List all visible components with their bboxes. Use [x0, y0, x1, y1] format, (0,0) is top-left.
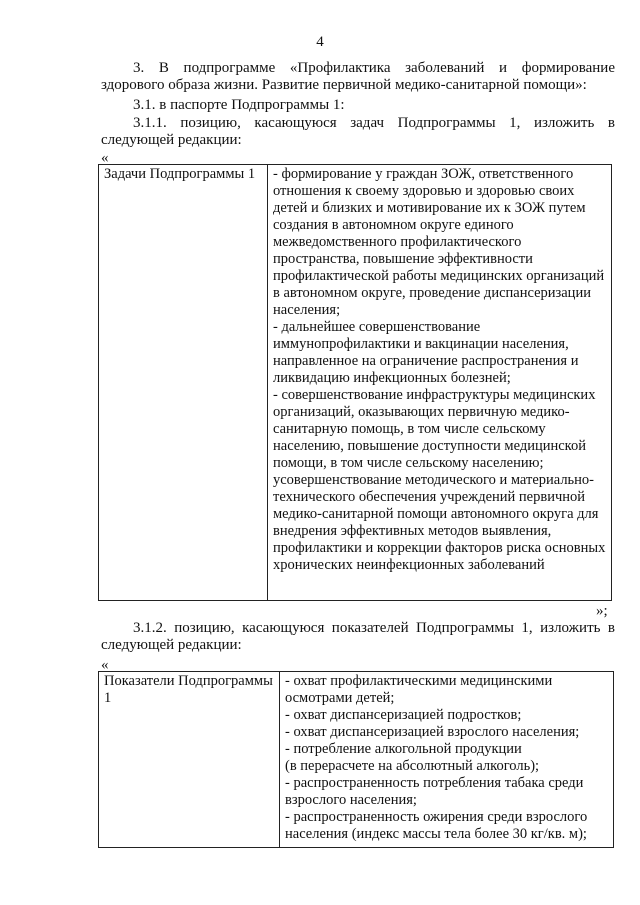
tasks-table [98, 164, 612, 601]
indicator-item: - потребление алкогольной продукции [285, 741, 522, 757]
indicator-item: (в перерасчете на абсолютный алкоголь); [285, 758, 540, 774]
open-quote: « [101, 150, 109, 166]
indicator-item: - охват профилактическими медицинскими осмотрами детей; [285, 673, 553, 706]
tasks-item: - совершенствование инфраструктуры медицинских организаций, оказывающих первичную медико-санитарную помощь, в том числе сельскому населению, повышение доступности медицинской помощи, в том числе сельскому населению; [273, 387, 596, 471]
tasks-item: - формирование у граждан ЗОЖ, ответственного отношения к своему здоровью и здоровью своих детей и близких и мотивирование их к ЗОЖ путем создания в автономном округе единого межведомственного профилактического пространства, повышение эффективности профилактической работы медицинских организаций в автономном округе, проведение диспансеризации населения; [273, 166, 605, 318]
indicators-table [98, 671, 614, 848]
indicator-item: - охват диспансеризацией взрослого населения; [285, 724, 580, 740]
indicator-item: - распространенность ожирения среди взрослого населения (индекс массы тела более 30 кг/кв. м); [285, 809, 588, 842]
section-3-1-2-text: 3.1.2. позицию, касающуюся показателей Подпрограммы 1, изложить в следующей редакции: [101, 620, 615, 653]
indicator-item: - распространенность потребления табака среди взрослого населения; [285, 775, 584, 808]
close-quote: »; [596, 603, 608, 619]
indicators-label: Показатели Подпрограммы 1 [99, 672, 280, 848]
tasks-item: усовершенствование методического и материально-технического обеспечения учреждений первичной медико-санитарной помощи автономного округа для внедрения эффективных методов выявления, профилактики и коррекции факторов риска основных хронических неинфекционных заболеваний [273, 472, 606, 573]
indicator-item: - охват диспансеризацией подростков; [285, 707, 522, 723]
tasks-label: Задачи Подпрограммы 1 [99, 165, 268, 601]
section-3-intro: 3. В подпрограмме «Профилактика заболеваний и формирование здорового образа жизни. Развитие первичной медико-санитарной помощи»: [101, 60, 615, 93]
page-number: 4 [316, 34, 324, 50]
section-3-1-1-text: 3.1.1. позицию, касающуюся задач Подпрограммы 1, изложить в следующей редакции: [101, 115, 615, 148]
tasks-item: - дальнейшее совершенствование иммунопрофилактики и вакцинации населения, направленное на ограничение распространения и ликвидацию инфекционных болезней; [273, 319, 579, 386]
section-3-1-passport: 3.1. в паспорте Подпрограммы 1: [133, 97, 345, 113]
indicators-content [280, 672, 614, 848]
tasks-content [268, 165, 612, 601]
open-quote-2: « [101, 657, 109, 673]
